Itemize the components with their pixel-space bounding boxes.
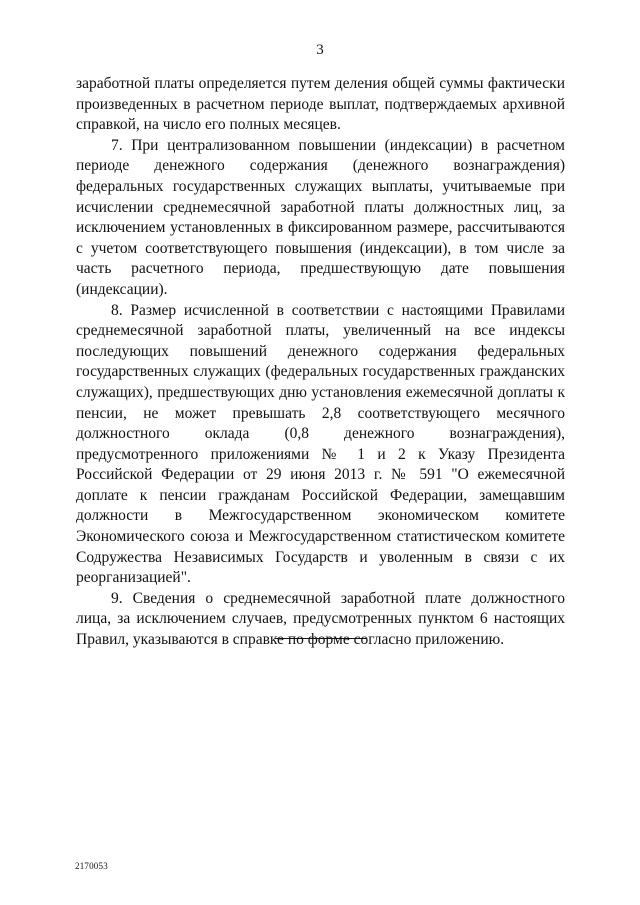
paragraph-continuation: заработной платы определяется путем деления общей суммы фактически произведенных в расчетном периоде выплат, подтверждаемых архивной справкой, на число его полных месяцев. xyxy=(76,75,565,134)
page-number: 3 xyxy=(316,42,324,58)
end-divider-line xyxy=(275,638,366,639)
paragraph-item-8: 8. Размер исчисленной в соответствии с настоящими Правилами среднемесячной заработной платы, увеличенный на все индексы последующих повышений денежного содержания федеральных государственных служащих (федеральных государственных гражданских служащих), предшествующих дню установления ежемесячной доплаты к пенсии, не может превышать 2,8 соответствующего месячного должностного оклада (0,8 денежного вознаграждения), предусмотренного приложениями № 1 и 2 к Указу Президента Российской Федерации от 29 июня 2013 г. № 591 "О ежемесячной доплате к пенсии гражданам Российской Федерации, замещавшим должности в Межгосударственном экономическом комитете Экономического союза и Межгосударственном статистическом комитете Содружества Независимых Государств и уволенным в связи с их реорганизацией". xyxy=(76,301,565,587)
document-body xyxy=(76,74,565,651)
paragraph-item-7: 7. При централизованном повышении (индексации) в расчетном периоде денежного содержания (денежного вознаграждения) федеральных государственных служащих выплаты, учитываемые при исчислении среднемесячной заработной платы должностных лиц, за исключением установленных в фиксированном размере, рассчитываются с учетом соответствующего повышения (индексации), в том числе за часть расчетного периода, предшествующую дате повышения (индексации). xyxy=(76,136,565,298)
paragraph-item-9: 9. Сведения о среднемесячной заработной плате должностного лица, за исключением случаев, предусмотренных пунктом 6 настоящих Правил, указываются в справке по форме согласно приложению. xyxy=(76,589,565,649)
document-code: 2170053 xyxy=(75,861,108,871)
